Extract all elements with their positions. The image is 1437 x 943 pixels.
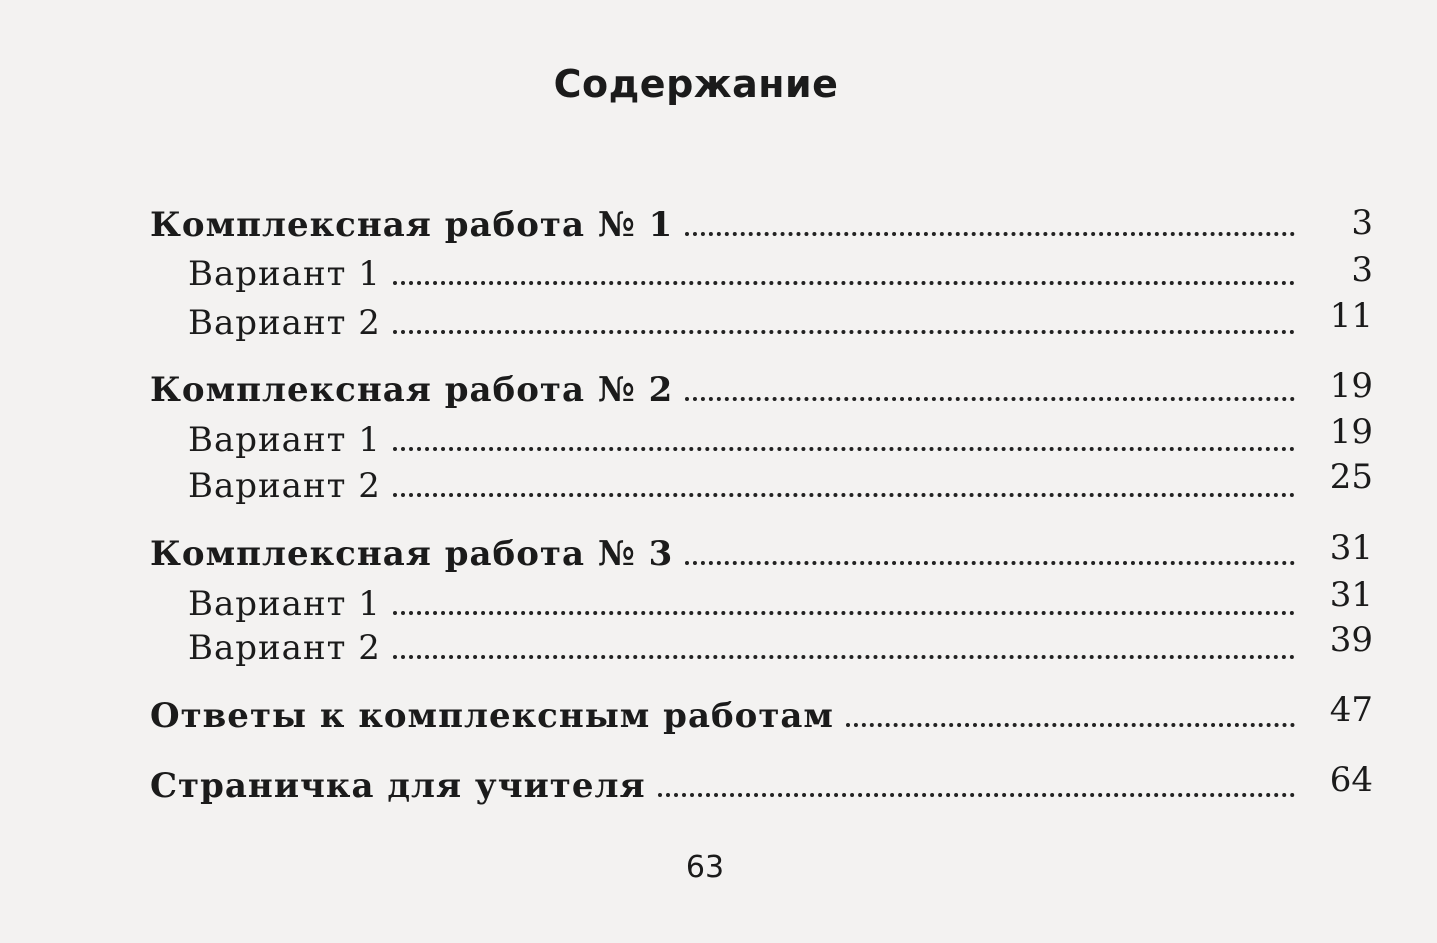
toc-entry-section [150, 205, 1295, 245]
toc-page-number: 39 [1329, 620, 1373, 660]
toc-entry-section [150, 534, 1295, 574]
toc-entry-label: Комплексная работа № 1 [150, 205, 674, 245]
toc-entry-label: Вариант 2 [188, 303, 381, 343]
toc-entry-label: Комплексная работа № 2 [150, 370, 674, 410]
toc-page-number: 31 [1329, 575, 1373, 615]
toc-entry-section [150, 696, 1295, 736]
toc-leader-dots [393, 493, 1295, 497]
toc-page-number: 47 [1329, 690, 1373, 730]
toc-entry-label: Вариант 1 [188, 254, 381, 294]
toc-leader-dots [846, 723, 1295, 727]
toc-entry-variant [188, 466, 1295, 506]
toc-entry-variant [188, 254, 1295, 294]
toc-entry-variant [188, 303, 1295, 343]
toc-entry-label: Страничка для учителя [150, 766, 646, 806]
toc-leader-dots [685, 561, 1295, 565]
toc-leader-dots [393, 330, 1295, 334]
toc-leader-dots [393, 281, 1295, 285]
toc-entry-section [150, 370, 1295, 410]
toc-entry-label: Вариант 1 [188, 420, 381, 460]
toc-page-number: 19 [1329, 366, 1373, 406]
toc-entry-label: Вариант 2 [188, 466, 381, 506]
toc-leader-dots [685, 232, 1295, 236]
toc-page-number: 25 [1329, 457, 1373, 497]
toc-page-number: 64 [1329, 760, 1373, 800]
toc-leader-dots [393, 611, 1295, 615]
toc-leader-dots [658, 793, 1295, 797]
toc-entry-label: Комплексная работа № 3 [150, 534, 674, 574]
toc-entry-label: Ответы к комплексным работам [150, 696, 834, 736]
toc-page-number: 11 [1329, 296, 1373, 336]
toc-entry-label: Вариант 1 [188, 584, 381, 624]
toc-page-number: 31 [1329, 528, 1373, 568]
toc-entry-section [150, 766, 1295, 806]
toc-leader-dots [393, 655, 1295, 659]
toc-entry-variant [188, 584, 1295, 624]
toc-page-number: 19 [1329, 412, 1373, 452]
toc-leader-dots [685, 397, 1295, 401]
toc-leader-dots [393, 447, 1295, 451]
toc-page-number: 3 [1351, 250, 1373, 290]
toc-page-number: 3 [1351, 203, 1373, 243]
page-number-footer: 63 [685, 850, 725, 885]
toc-entry-label: Вариант 2 [188, 628, 381, 668]
toc-entry-variant [188, 628, 1295, 668]
page-title: Содержание [553, 62, 839, 106]
toc-entry-variant [188, 420, 1295, 460]
